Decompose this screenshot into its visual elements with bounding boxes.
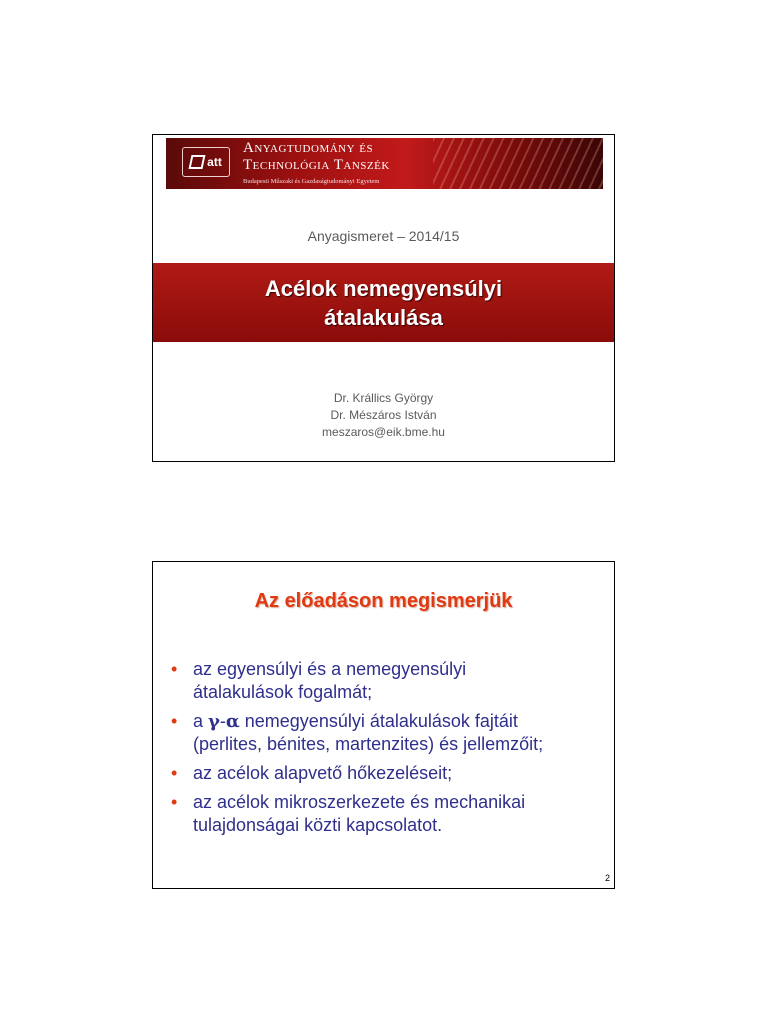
bullet-icon: • — [171, 711, 178, 731]
bullet-1-line1: az egyensúlyi és a nemegyensúlyi — [193, 659, 467, 679]
slide-1 — [152, 134, 615, 462]
bullet-2-prefix: a — [193, 711, 209, 731]
bullet-2-line2: (perlites, bénites, martenzites) és jellemzőit; — [193, 734, 544, 754]
logo-text: att — [207, 155, 222, 169]
alpha-symbol: α — [225, 711, 240, 732]
department-banner — [166, 138, 603, 189]
bullet-item-1 — [171, 658, 611, 704]
author-email: meszaros@eik.bme.hu — [322, 425, 445, 439]
title-line-1: Acélok nemegyensúlyi — [264, 275, 503, 301]
bullet-3-text: az acélok alapvető hőkezeléseit; — [193, 763, 453, 783]
department-logo — [182, 147, 230, 177]
course-label: Anyagismeret – 2014/15 — [307, 228, 460, 244]
bullet-icon: • — [171, 792, 178, 812]
bullet-1-line2: átalakulások fogalmát; — [193, 682, 373, 702]
bullet-4-line2: tulajdonságai közti kapcsolatot. — [193, 815, 443, 835]
bullet-icon: • — [171, 763, 178, 783]
slide-heading: Az előadáson megismerjük — [254, 590, 513, 612]
author-1: Dr. Krállics György — [333, 391, 434, 405]
bullet-list — [171, 658, 611, 843]
bullet-2-dash: - — [219, 711, 226, 731]
bullet-4-line1: az acélok mikroszerkezete és mechanikai — [193, 792, 526, 812]
gamma-symbol: γ — [208, 711, 220, 732]
title-line-2: átalakulása — [324, 304, 443, 330]
bullet-2-rest: nemegyensúlyi átalakulások fajtáit — [239, 711, 518, 731]
bullet-item-4 — [171, 791, 611, 837]
department-name-line1: Anyagtudomány és — [243, 140, 374, 156]
author-2: Dr. Mészáros István — [330, 408, 437, 422]
author-block — [153, 390, 614, 441]
department-name-line2: Technológia Tanszék — [243, 157, 390, 173]
bullet-item-3 — [171, 762, 611, 785]
slide-2 — [152, 561, 615, 889]
bullet-item-2 — [171, 710, 611, 756]
university-name: Budapesti Műszaki és Gazdaságtudományi Egyetem — [243, 178, 380, 185]
title-band — [153, 263, 614, 342]
bullet-icon: • — [171, 659, 178, 679]
page-number: 2 — [604, 873, 610, 883]
logo-mark-icon — [189, 155, 206, 169]
